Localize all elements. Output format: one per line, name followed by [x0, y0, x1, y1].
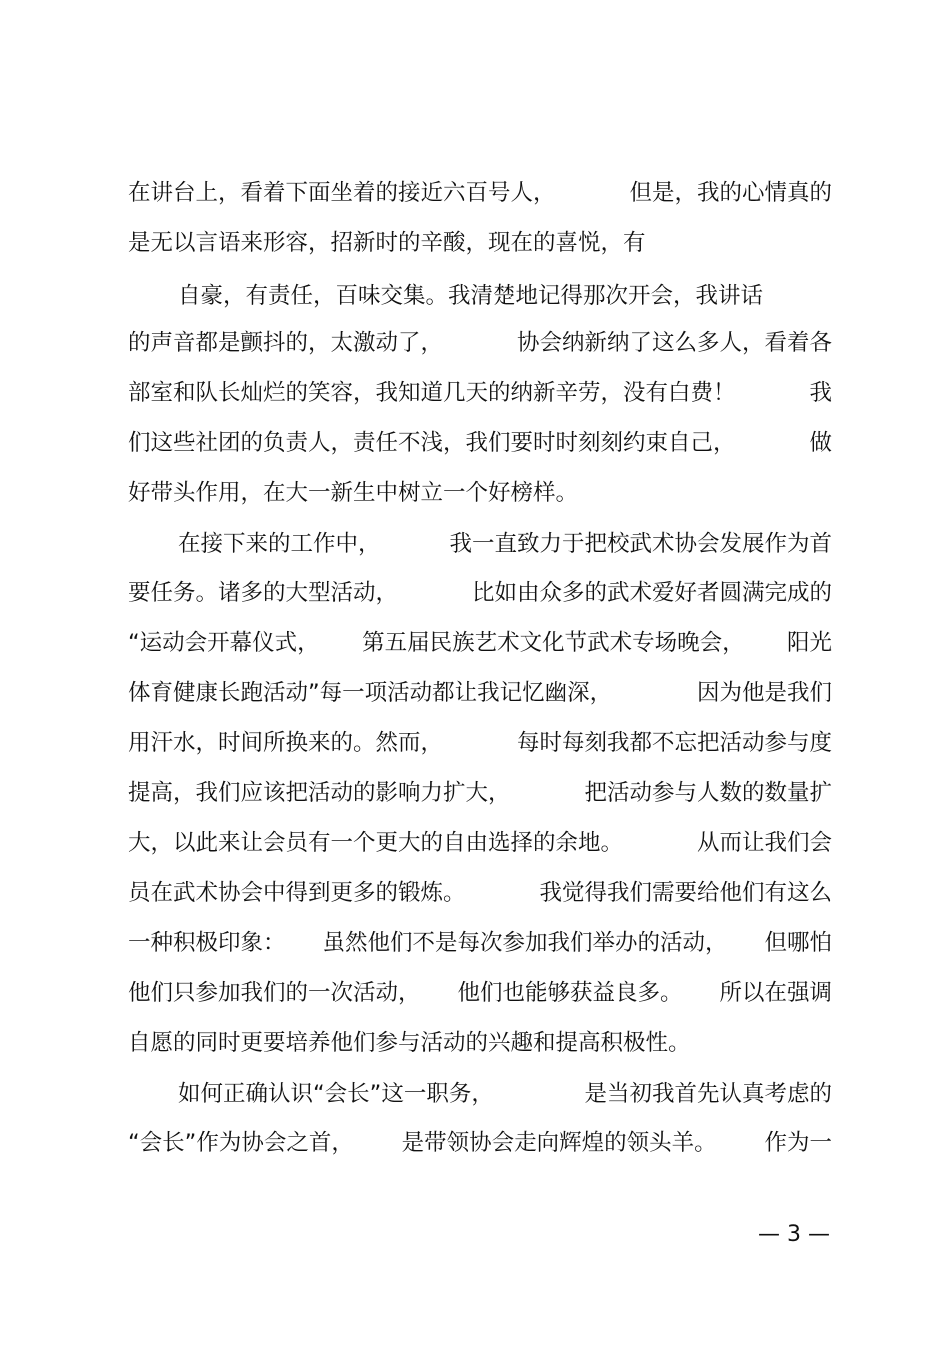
text-segment: 自愿的同时更要培养他们参与活动的兴趣和提高积极性。 [128, 1030, 691, 1056]
text-segment: 但哪怕 [764, 930, 832, 956]
text-segment: 所以在强调 [719, 980, 832, 1006]
text-line [128, 426, 832, 460]
text-segment: 他们也能够获益良多。 [457, 980, 683, 1006]
text-line [128, 476, 832, 510]
text-segment: 一种积极印象： [128, 930, 286, 956]
text-line [128, 826, 832, 860]
text-segment: 作为一 [764, 1130, 832, 1156]
text-segment: 我 [809, 380, 832, 406]
text-segment: 是带领协会走向辉煌的领头羊。 [401, 1130, 717, 1156]
text-segment: 因为他是我们 [696, 680, 832, 706]
text-line [128, 576, 832, 610]
text-segment: 把活动参与人数的数量扩 [584, 780, 832, 806]
text-segment: 从而让我们会 [696, 830, 832, 856]
text-line [128, 376, 832, 410]
text-line [128, 776, 832, 810]
text-segment: 们这些社团的负责人，责任不浅，我们要时时刻刻约束自己， [128, 430, 736, 456]
text-line [128, 326, 832, 360]
text-line [128, 226, 832, 260]
text-segment: 第五届民族艺术文化节武术专场晚会， [362, 630, 745, 656]
text-segment: 要任务。诸多的大型活动， [128, 580, 399, 606]
text-segment: 他们只参加我们的一次活动， [128, 980, 421, 1006]
text-line [178, 527, 832, 561]
text-segment: 每时每刻我都不忘把活动参与度 [516, 730, 832, 756]
text-segment: 用汗水，时间所换来的。然而， [128, 730, 444, 756]
text-segment: 做 [809, 430, 832, 456]
text-segment: 在接下来的工作中， [178, 531, 381, 557]
text-line [128, 726, 832, 760]
text-segment: 部室和队长灿烂的笑容，我知道几天的纳新辛劳，没有白费！ [128, 380, 736, 406]
text-segment: 好带头作用，在大一新生中树立一个好榜样。 [128, 480, 579, 506]
text-segment: 但是，我的心情真的 [629, 180, 832, 206]
text-segment: 自豪，有责任，百味交集。我清楚地记得那次开会，我讲话 [178, 283, 764, 309]
text-line [128, 1026, 832, 1060]
text-segment: 我觉得我们需要给他们有这么 [539, 880, 832, 906]
text-line [178, 279, 832, 313]
text-segment: 我一直致力于把校武术协会发展作为首 [449, 531, 832, 557]
text-segment: 的声音都是颤抖的，太激动了， [128, 330, 444, 356]
page-number: — 3 — [758, 1222, 830, 1247]
text-segment: 如何正确认识“会长”这一职务， [178, 1081, 494, 1107]
text-segment: 提高，我们应该把活动的影响力扩大， [128, 780, 511, 806]
text-segment: 虽然他们不是每次参加我们举办的活动， [322, 930, 728, 956]
text-line [128, 176, 832, 210]
text-segment: “会长”作为协会之首， [128, 1130, 354, 1156]
text-segment: 体育健康长跑活动”每一项活动都让我记忆幽深， [128, 680, 613, 706]
text-segment: “运动会开幕仪式， [128, 630, 320, 656]
text-line [128, 1126, 832, 1160]
text-segment: 员在武术协会中得到更多的锻炼。 [128, 880, 466, 906]
text-line [128, 676, 832, 710]
text-line [128, 876, 832, 910]
text-line [128, 626, 832, 660]
text-segment: 是当初我首先认真考虑的 [584, 1081, 832, 1107]
text-line [128, 926, 832, 960]
text-segment: 协会纳新纳了这么多人，看着各 [516, 330, 832, 356]
text-segment: 在讲台上，看着下面坐着的接近六百号人， [128, 180, 556, 206]
text-segment: 阳光 [786, 630, 832, 656]
text-segment: 是无以言语来形容，招新时的辛酸，现在的喜悦，有 [128, 230, 646, 256]
text-segment: 大，以此来让会员有一个更大的自由选择的余地。 [128, 830, 624, 856]
text-line [128, 976, 832, 1010]
text-segment: 比如由众多的武术爱好者圆满完成的 [471, 580, 832, 606]
text-line [178, 1077, 832, 1111]
